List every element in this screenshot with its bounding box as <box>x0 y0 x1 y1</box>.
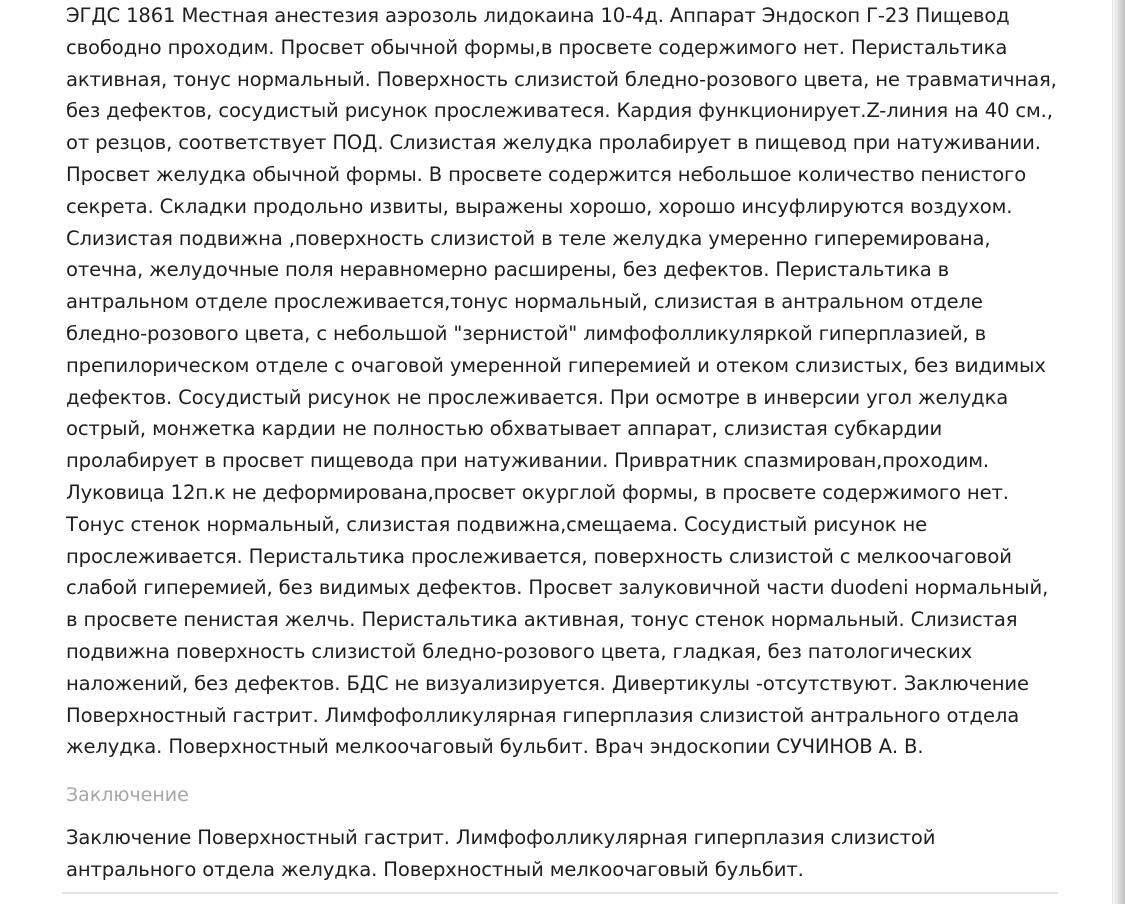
protocol-text: ЭГДС 1861 Местная анестезия аэрозоль лидокаина 10-4д. Аппарат Эндоскоп Г-23 Пищевод свободно проходим. Просвет обычной формы,в просвете содержимого нет. Перистальтика активная, тонус нормальный. Поверхность слизистой бледно-розового цвета, не травматичная, без дефектов, сосудистый рисунок прослеживатеся. Кардия функционирует.Z-линия на 40 см., от резцов, соответствует ПОД. Слизистая желудка пролабирует в пищевод при натуживании. Просвет желудка обычной формы. В просвете содержится небольшое количество пенистого секрета. Складки продольно извиты, выражены хорошо, хорошо инсуфлируются воздухом. Слизистая подвижна ,поверхность слизистой в теле желудка умеренно гиперемирована, отечна, желудочные поля неравномерно расширены, без дефектов. Перистальтика в антральном отделе прослеживается,тонус нормальный, слизистая в антральном отделе бледно-розового цвета, с небольшой "зернистой" лимфофолликуляркой гиперплазией, в препилорическом отделе с очаговой умеренной гиперемией и отеком слизистых, без видимых дефектов. Сосудистый рисунок не прослеживается. При осмотре в инверсии угол желудка острый, монжетка кардии не полностью обхватывает аппарат, слизистая субкардии пролабирует в просвет пищевода при натуживании. Привратник спазмирован,проходим. Луковица 12п.к не деформирована,просвет окурглой формы, в просвете содержимого нет. Тонус стенок нормальный, слизистая подвижна,смещаема. Сосудистый рисунок не прослеживается. Перистальтика прослеживается, поверхность слизистой с мелкоочаговой слабой гиперемией, без видимых дефектов. Просвет залуковичной части duodeni нормальный, в просвете пенистая желчь. Перистальтика активная, тонус стенок нормальный. Слизистая подвижна поверхность слизистой бледно-розового цвета, гладкая, без патологических наложений, без дефектов. БДС не визуализируется. Дивертикулы -отсутствуют. Заключение Поверхностный гастрит. Лимфофолликулярная гиперплазия слизистой антрального отдела желудка. Поверхностный мелкоочаговый бульбит. Врач эндоскопии СУЧИНОВ А. В. <box>66 4 1057 759</box>
conclusion-label: Заключение <box>66 784 189 806</box>
conclusion-text: Заключение Поверхностный гастрит. Лимфофолликулярная гиперплазия слизистой антрального отдела желудка. Поверхностный мелкоочаговый бульбит. <box>66 826 936 881</box>
report-content <box>66 0 1066 881</box>
divider <box>62 892 1058 894</box>
page-edge <box>1112 0 1125 904</box>
